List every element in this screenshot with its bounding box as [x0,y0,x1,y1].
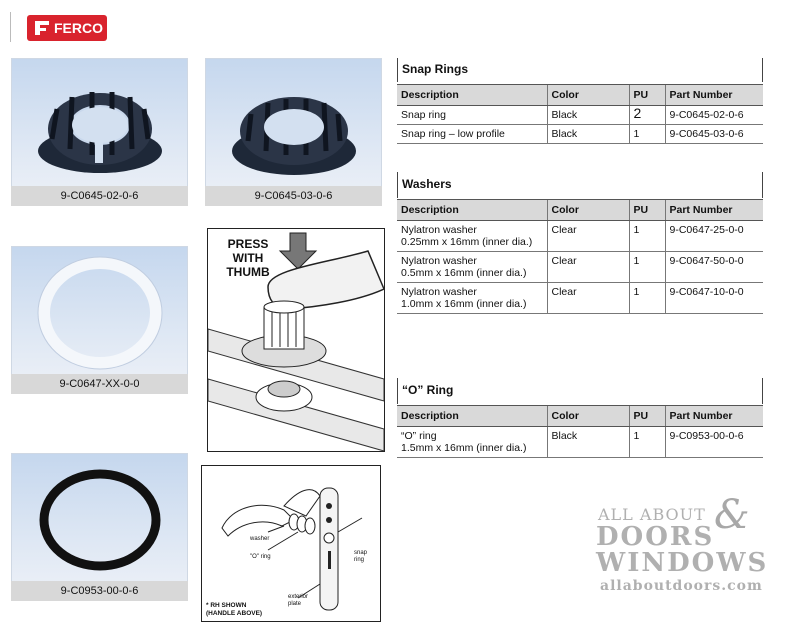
table-row [397,252,763,283]
watermark-line1: ALL ABOUT [598,505,706,524]
row-description [397,252,547,283]
oring-section-right-rule [762,378,763,404]
plate-callout-line2: plate [288,601,302,607]
row-part-number: 9-C0647-50-0-0 [665,252,763,283]
row-description: Snap ring – low profile [397,125,547,144]
row-description-line1: Nylatron washer [401,255,477,267]
header-pu: PU [629,85,665,106]
header-pu: PU [629,406,665,427]
row-color: Black [547,106,629,125]
header-pu: PU [629,200,665,221]
snap-ring-caption: 9-C0645-02-0-6 [11,186,188,206]
table-header-row [397,85,763,106]
snap-section-right-rule [762,58,763,82]
row-color: Black [547,427,629,458]
snap-ring-image [12,59,187,187]
watermark-line2: DOORS [596,522,715,552]
snap-ring-low-profile-image [206,59,381,187]
row-pu: 1 [629,125,665,144]
press-thumb-label [218,237,278,279]
oring-section-left-rule [397,378,398,404]
ferco-logo [27,15,107,41]
exterior-plate-callout [288,594,308,608]
row-description-line2: 0.25mm x 16mm (inner dia.) [401,236,533,248]
washer-section-right-rule [762,172,763,198]
snap-section-left-rule [397,58,398,82]
row-description [397,427,547,458]
o-ring-callout: "O" ring [250,554,271,560]
row-part-number: 9-C0953-00-0-6 [665,427,763,458]
row-pu: 2 [629,106,665,125]
plate-callout-line1: exterior [288,594,309,600]
header-part-number: Part Number [665,200,763,221]
o-ring-caption: 9-C0953-00-0-6 [11,581,188,601]
table-header-row [397,406,763,427]
snap-ring-low-profile-caption: 9-C0645-03-0-6 [205,186,382,206]
snap-rings-table [397,84,763,144]
snap-ring-callout [354,550,367,564]
snap-ring-low-profile-photo [205,58,382,188]
o-ring-photo [11,453,188,583]
snap-rings-title: Snap Rings [402,62,469,76]
row-pu: 1 [629,283,665,314]
table-row [397,125,763,144]
press-label-line2: WITH [232,251,264,265]
row-pu: 1 [629,427,665,458]
row-description-line2: 0.5mm x 16mm (inner dia.) [401,267,527,279]
press-thumb-diagram [207,228,385,452]
header-color: Color [547,406,629,427]
header-part-number: Part Number [665,406,763,427]
table-row [397,221,763,252]
header-color: Color [547,200,629,221]
rh-shown-note [206,602,262,618]
row-description-line2: 1.0mm x 16mm (inner dia.) [401,298,527,310]
row-description-line1: “O” ring [401,430,437,442]
o-ring-image [12,454,187,582]
header-description: Description [397,406,547,427]
table-header-row [397,200,763,221]
row-pu: 1 [629,221,665,252]
row-pu: 1 [629,252,665,283]
row-color: Clear [547,252,629,283]
watermark-ampersand: & [714,492,750,538]
row-color: Clear [547,221,629,252]
washer-section-left-rule [397,172,398,198]
press-label-line1: PRESS [227,237,269,251]
row-description [397,221,547,252]
snap-callout-line2: ring [354,557,365,563]
washers-title: Washers [402,177,452,191]
row-part-number: 9-C0647-10-0-0 [665,283,763,314]
table-row [397,283,763,314]
washer-image [12,247,187,375]
o-ring-title: “O” Ring [402,383,454,397]
header-color: Color [547,85,629,106]
row-description-line2: 1.5mm x 16mm (inner dia.) [401,442,527,454]
row-color: Black [547,125,629,144]
ferco-mark-icon [34,20,50,36]
washers-table [397,199,763,314]
row-part-number: 9-C0647-25-0-0 [665,221,763,252]
watermark-line3: WINDOWS [596,548,769,578]
press-label-line3: THUMB [226,265,270,279]
watermark-url: allaboutdoors.com [600,578,763,594]
header-part-number: Part Number [665,85,763,106]
row-description-line1: Nylatron washer [401,286,477,298]
row-color: Clear [547,283,629,314]
note-line1: * RH SHOWN [206,602,247,609]
header-description: Description [397,200,547,221]
note-line2: (HANDLE ABOVE) [206,610,263,617]
o-ring-table [397,405,763,458]
row-description-line1: Nylatron washer [401,224,477,236]
washer-callout: washer [250,536,270,542]
table-row [397,427,763,458]
row-description: Snap ring [397,106,547,125]
washer-caption: 9-C0647-XX-0-0 [11,374,188,394]
row-part-number: 9-C0645-02-0-6 [665,106,763,125]
header-divider [10,12,11,42]
row-description [397,283,547,314]
row-part-number: 9-C0645-03-0-6 [665,125,763,144]
snap-callout-line1: snap [354,550,368,556]
logo-text: FERCO [54,20,103,36]
snap-ring-photo [11,58,188,188]
assembly-diagram [201,465,381,622]
washer-photo [11,246,188,376]
header-description: Description [397,85,547,106]
table-row [397,106,763,125]
